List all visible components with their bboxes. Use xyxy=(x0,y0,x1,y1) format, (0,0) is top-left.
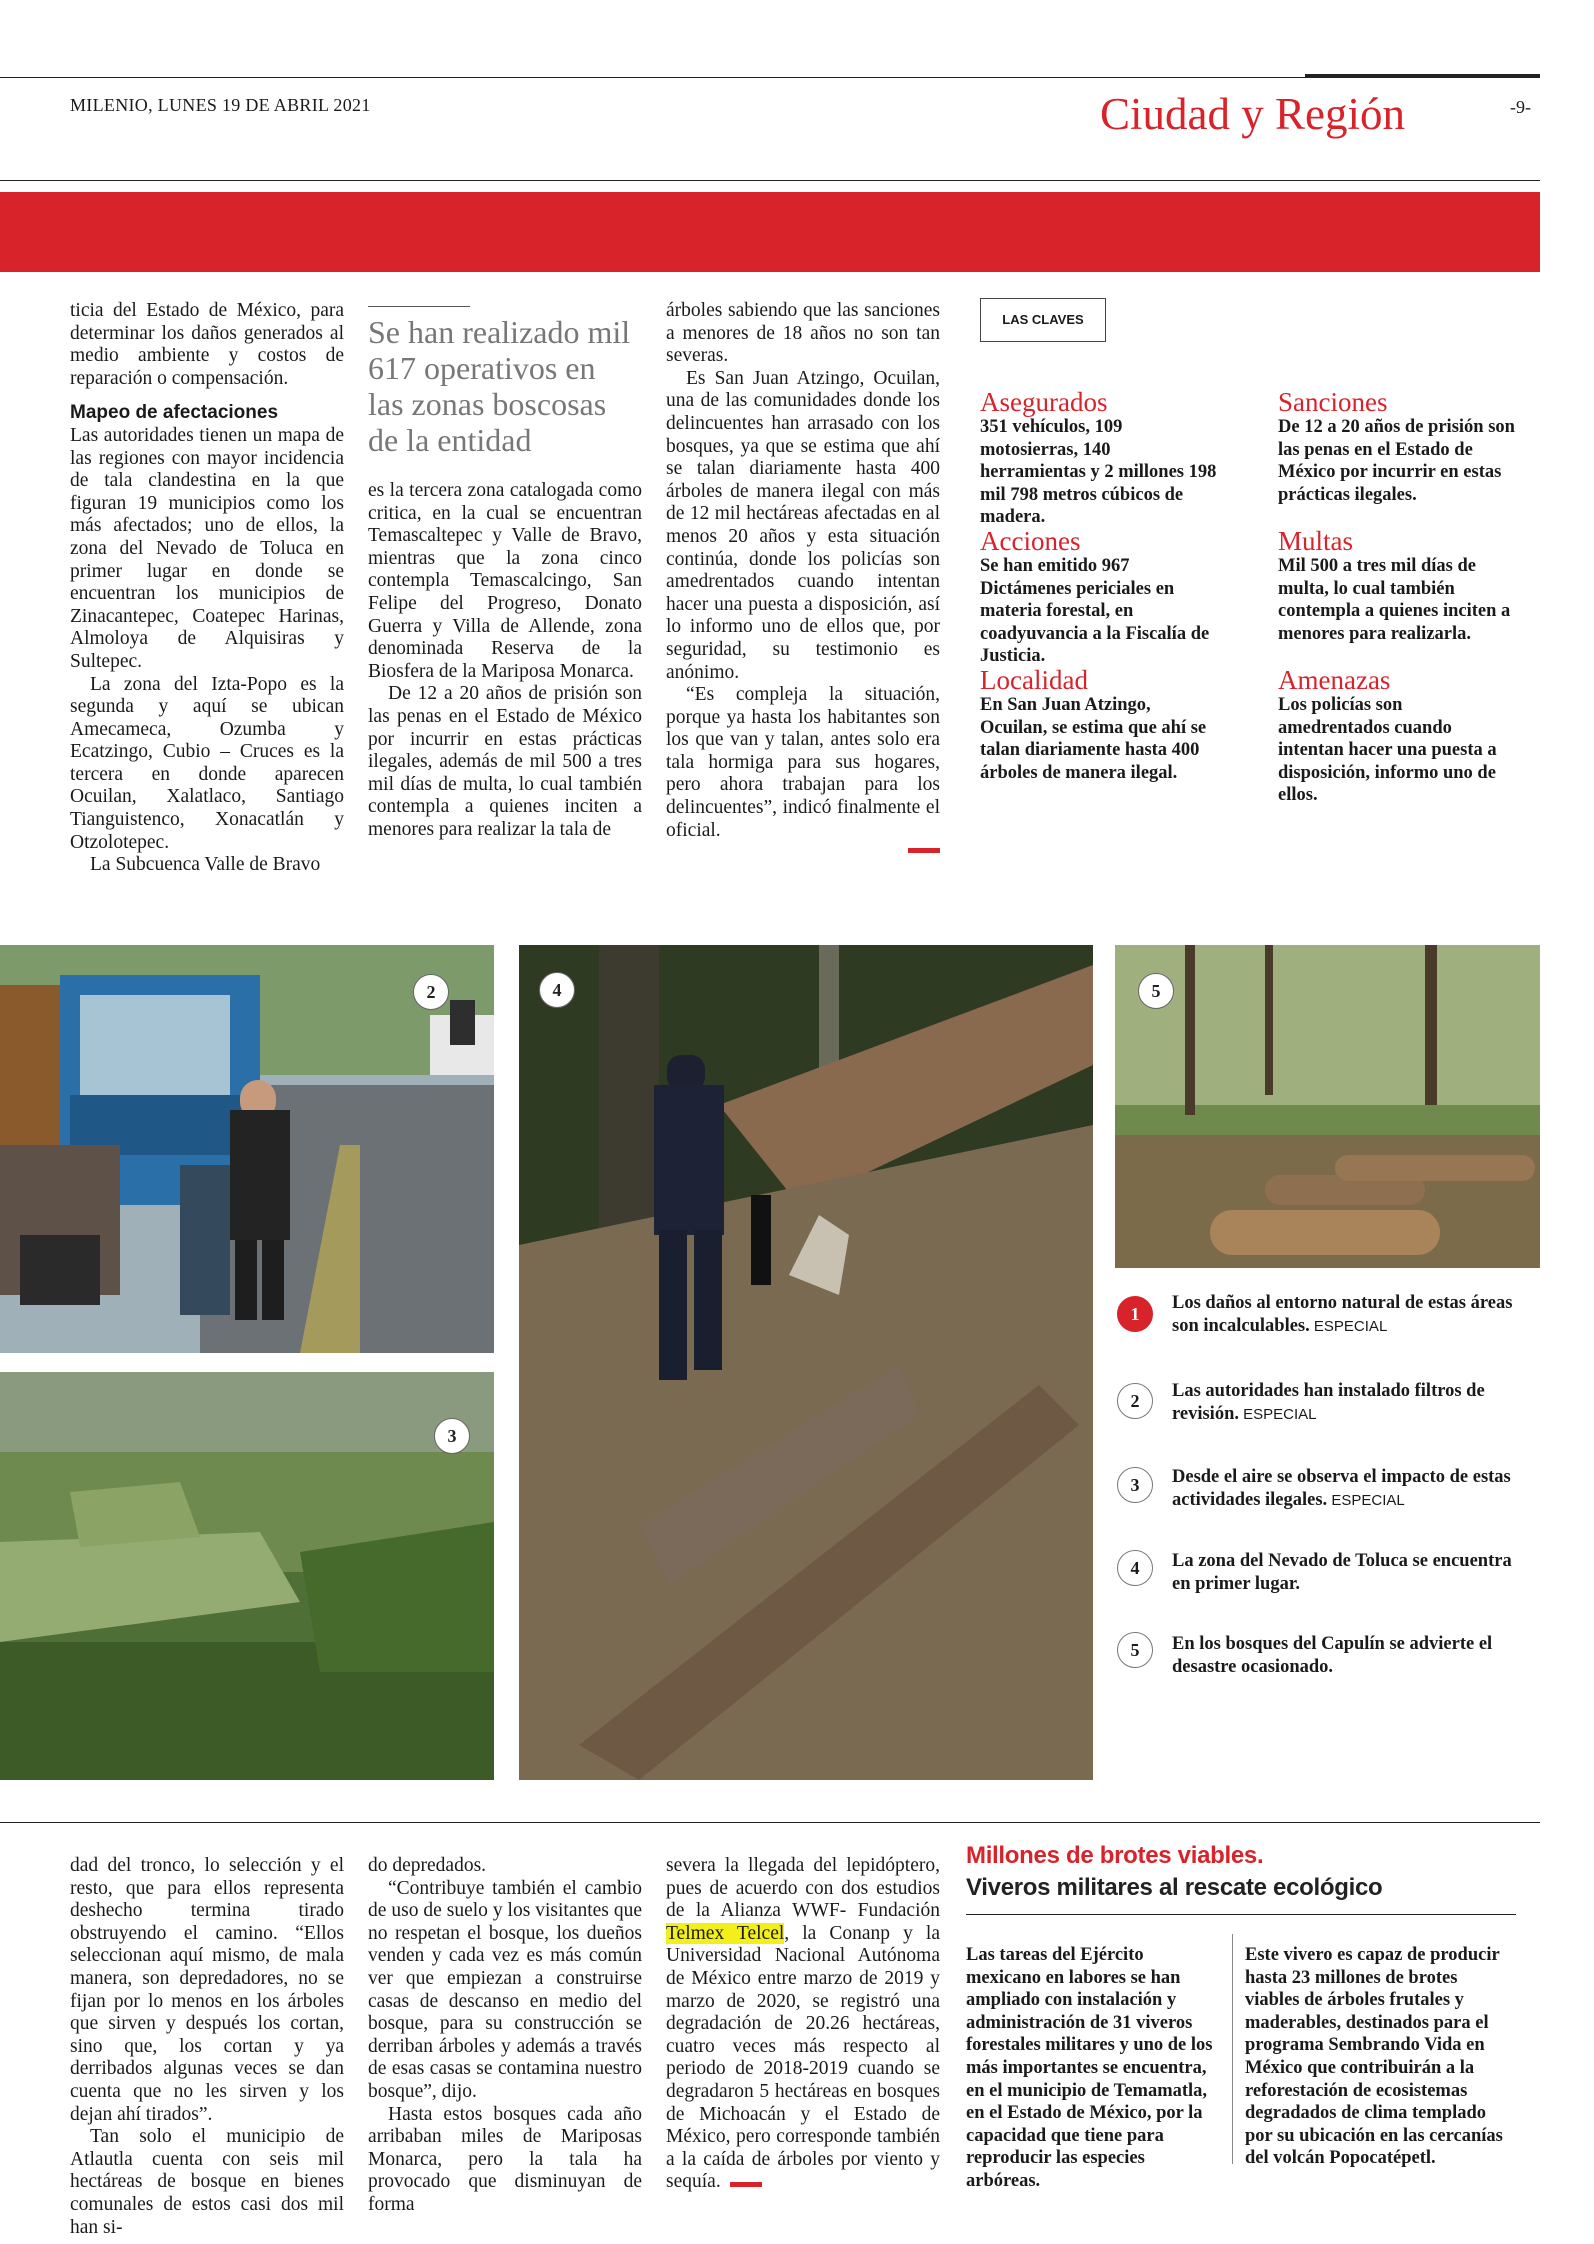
photo-number-5: 5 xyxy=(1138,973,1174,1009)
text-run: , la Conanp y la Universidad Nacional Autónoma de México entre marzo de 2019 y marzo de 2020, se registró una degradación de 20.26 hectáreas, cuatro veces más respecto al periodo de 2018-2019 cuando se degradaron 5 hectáreas en bosques de Michoacán y el Estado de México, pero corresponde también a la caída de árboles por viento y sequía. xyxy=(666,1922,940,2193)
paragraph: “Contribuye también el cambio de uso de suelo y los visitantes que no respetan el bosque, los dueños venden y cada vez es más común ver que empiezan a construirse casas de descanso en medio del bosque, para su construcción se derriban árboles y además a través de esas casas se contamina nuestro bosque”, dijo. xyxy=(368,1877,642,2102)
clave-title: Localidad xyxy=(980,665,1088,695)
pullquote: Se han realizado mil 617 operativos en las zonas boscosas de la entidad xyxy=(368,314,631,458)
caption-number-4: 4 xyxy=(1117,1550,1153,1586)
sidebar-rule xyxy=(966,1914,1516,1915)
clave-acciones xyxy=(980,527,1218,668)
photo-aerial xyxy=(0,1372,494,1780)
paragraph: Hasta estos bosques cada año arribaban miles de Mariposas Monarca, pero la tala ha provocado que disminuyan de forma xyxy=(368,2103,642,2215)
paragraph: La Subcuenca Valle de Bravo xyxy=(90,854,321,876)
caption-number-3: 3 xyxy=(1117,1467,1153,1503)
caption-text: Las autoridades han instalado filtros de revisión. xyxy=(1172,1381,1485,1424)
clave-title: Sanciones xyxy=(1278,387,1388,417)
caption-text: La zona del Nevado de Toluca se encuentra en primer lugar. xyxy=(1172,1551,1512,1594)
section-title: Ciudad y Región xyxy=(1100,89,1405,139)
paragraph: es la tercera zona catalogada como critica, en la cual se encuentran Temascaltepec y Valle de Bravo, mientras que la zona cinco contempla Temascalcingo, San Felipe del Progreso, Donato Guerra y Villa de Allende, zona denominada Reserva de la Biosfera de la Mariposa Monarca. xyxy=(368,480,642,682)
paragraph: La zona del Izta-Popo es la segunda y aquí se ubican Amecameca, Ozumba y Ecatzingo, Cubio – Cruces es la tercera en donde aparecen Ocuilan, Xalatlaco, Santiago Tianguistenco, Xonacatlán y Otzolotepec. xyxy=(70,673,344,853)
caption-credit: ESPECIAL xyxy=(1238,1405,1317,1423)
photo-logs-image xyxy=(1115,945,1540,1268)
sidebar-title: Viveros militares al rescate ecológico xyxy=(966,1874,1383,1901)
caption-4 xyxy=(1172,1550,1532,1596)
caption-text: Los daños al entorno natural de estas áreas son incalculables. xyxy=(1172,1293,1513,1336)
text-run: severa la llegada del lepidóptero, pues de acuerdo con dos estudios de la Alianza WWF- Fundación xyxy=(666,1855,940,1922)
caption-number-1: 1 xyxy=(1117,1296,1153,1332)
clave-multas xyxy=(1278,527,1516,645)
photo-logs xyxy=(1115,945,1540,1268)
bottom-column-3 xyxy=(666,1855,940,2194)
clave-text: De 12 a 20 años de prisión son las penas en el Estado de México por incurrir en estas prácticas ilegales. xyxy=(1278,417,1515,505)
clave-title: Acciones xyxy=(980,526,1081,556)
clave-text: 351 vehículos, 109 motosierras, 140 herramientas y 2 millones 198 mil 798 metros cúbicos de madera. xyxy=(980,417,1217,527)
clave-title: Amenazas xyxy=(1278,665,1391,695)
paragraph: árboles sabiendo que las sanciones a menores de 18 años no son tan severas. xyxy=(666,300,940,367)
pullquote-rule xyxy=(368,306,470,307)
photo-number-2: 2 xyxy=(413,974,449,1010)
end-mark xyxy=(908,848,940,853)
sidebar-column-divider xyxy=(1232,1934,1233,2164)
paragraph: Las autoridades tienen un mapa de las regiones con mayor incidencia de tala clandestina en la que figuran 19 municipios como los más afectados; uno de ellos, la zona del Nevado de Toluca en primer lugar en donde se encuentran los municipios de Zinacantepec, Coatepec Harinas, Almoloya de Alquisiras y Sultepec. xyxy=(70,424,344,672)
caption-5 xyxy=(1172,1633,1532,1679)
photo-aerial-image xyxy=(0,1372,494,1780)
header-bottom-rule xyxy=(0,180,1540,181)
caption-text: En los bosques del Capulín se advierte el desastre ocasionado. xyxy=(1172,1634,1493,1677)
caption-text: Desde el aire se observa el impacto de estas actividades ilegales. xyxy=(1172,1467,1511,1510)
caption-1 xyxy=(1172,1292,1532,1338)
paragraph: dad del tronco, lo selección y el resto, que para ellos representa deshecho termina tirado obstruyendo el camino. “Ellos seleccionan aquí mismo, de mala manera, son depredadores, no se fijan por lo menos en los árboles que sirven y después los cortan, sino que, los cortan y ya derribados algunas veces se dan cuenta que no les sirven y los dejan ahí tirados”. xyxy=(70,1855,344,2125)
bottom-column-1 xyxy=(70,1855,344,2239)
clave-text: Mil 500 a tres mil días de multa, lo cual también contempla a quienes inciten a menores para realizarla. xyxy=(1278,556,1511,644)
photo-number-3: 3 xyxy=(434,1418,470,1454)
clave-amenazas xyxy=(1278,666,1516,807)
photo-forest-police-image xyxy=(519,945,1093,1780)
clave-title: Multas xyxy=(1278,526,1354,556)
caption-credit: ESPECIAL xyxy=(1327,1491,1405,1509)
claves-label: LAS CLAVES xyxy=(980,298,1106,342)
clave-text: Los policías son amedrentados cuando intentan hacer una puesta a disposición, informo uno de ellos. xyxy=(1278,695,1497,805)
caption-number-5: 5 xyxy=(1117,1632,1153,1668)
paragraph: ticia del Estado de México, para determinar los daños generados al medio ambiente y costos de reparación o compensación. xyxy=(70,300,344,389)
bottom-column-2 xyxy=(368,1855,642,2217)
paragraph: Tan solo el municipio de Atlautla cuenta con seis mil hectáreas de bosque en bienes comunales de estos casi dos mil han si- xyxy=(70,2126,344,2238)
header-accent-bar xyxy=(1305,74,1540,78)
top-column-3 xyxy=(666,300,940,842)
paragraph: “Es compleja la situación, porque ya hasta los habitantes son los que van y talan, antes solo era tala hormiga para sus hogares, pero ahora trabajan para los delincuentes”, indicó finalmente el oficial. xyxy=(666,684,940,841)
caption-3 xyxy=(1172,1466,1532,1512)
top-column-2 xyxy=(368,480,642,842)
highlighted-text: Telmex Telcel xyxy=(666,1922,785,1944)
clave-asegurados xyxy=(980,388,1218,529)
clave-localidad xyxy=(980,666,1218,784)
section-divider xyxy=(0,1822,1540,1823)
paragraph: do depredados. xyxy=(368,1855,487,1876)
caption-number-2: 2 xyxy=(1117,1383,1153,1419)
subheading: Mapeo de afectaciones xyxy=(70,402,279,424)
paragraph xyxy=(666,1855,940,2194)
folio: MILENIO, LUNES 19 DE ABRIL 2021 xyxy=(70,95,371,115)
clave-sanciones xyxy=(1278,388,1516,506)
caption-credit: ESPECIAL xyxy=(1309,1317,1388,1335)
sidebar-right-column: Este vivero es capaz de producir hasta 23 millones de brotes viables de árboles frutales y maderables, destinados para el programa Sembrando Vida en México que contribuirán a la reforestación de ecosistemas degradados de clima templado por su ubicación en las cercanías del volcán Popocatépetl. xyxy=(1245,1945,1503,2169)
top-column-1 xyxy=(70,300,344,877)
red-banner xyxy=(0,192,1540,272)
sidebar-kicker: Millones de brotes viables. xyxy=(966,1842,1264,1869)
end-mark xyxy=(730,2182,762,2187)
sidebar-left-column: Las tareas del Ejército mexicano en labores se han ampliado con instalación y administración de 31 viveros forestales militares y uno de los más importantes se encuentra, en el municipio de Temamatla, en el Estado de México, por la capacidad que tiene para reproducir las especies arbóreas. xyxy=(966,1945,1213,2191)
photo-forest-police xyxy=(519,945,1093,1780)
clave-text: En San Juan Atzingo, Ocuilan, se estima que ahí se talan diariamente hasta 400 árboles de manera ilegal. xyxy=(980,695,1207,783)
paragraph: De 12 a 20 años de prisión son las penas en el Estado de México por incurrir en estas prácticas ilegales, además de mil 500 a tres mil días de multa, lo cual también contempla a quienes inciten a menores para realizar la tala de xyxy=(368,683,642,840)
page-number: -9- xyxy=(1510,97,1531,117)
paragraph: Es San Juan Atzingo, Ocuilan, una de las comunidades donde los delincuentes han arrasado con los bosques, ya que se estima que ahí se talan diariamente hasta 400 árboles de manera ilegal con más de 12 mil hectáreas afectadas en al menos 20 años y esta situación continúa, donde los policías son amedrentados cuando intentan hacer una puesta a disposición, así lo informo uno de ellos que, por seguridad, su testimonio es anónimo. xyxy=(666,367,940,683)
photo-number-4: 4 xyxy=(539,972,575,1008)
clave-text: Se han emitido 967 Dictámenes periciales en materia forestal, en coadyuvancia a la Fiscalía de Justicia. xyxy=(980,556,1210,666)
caption-2 xyxy=(1172,1380,1532,1426)
clave-title: Asegurados xyxy=(980,387,1108,417)
